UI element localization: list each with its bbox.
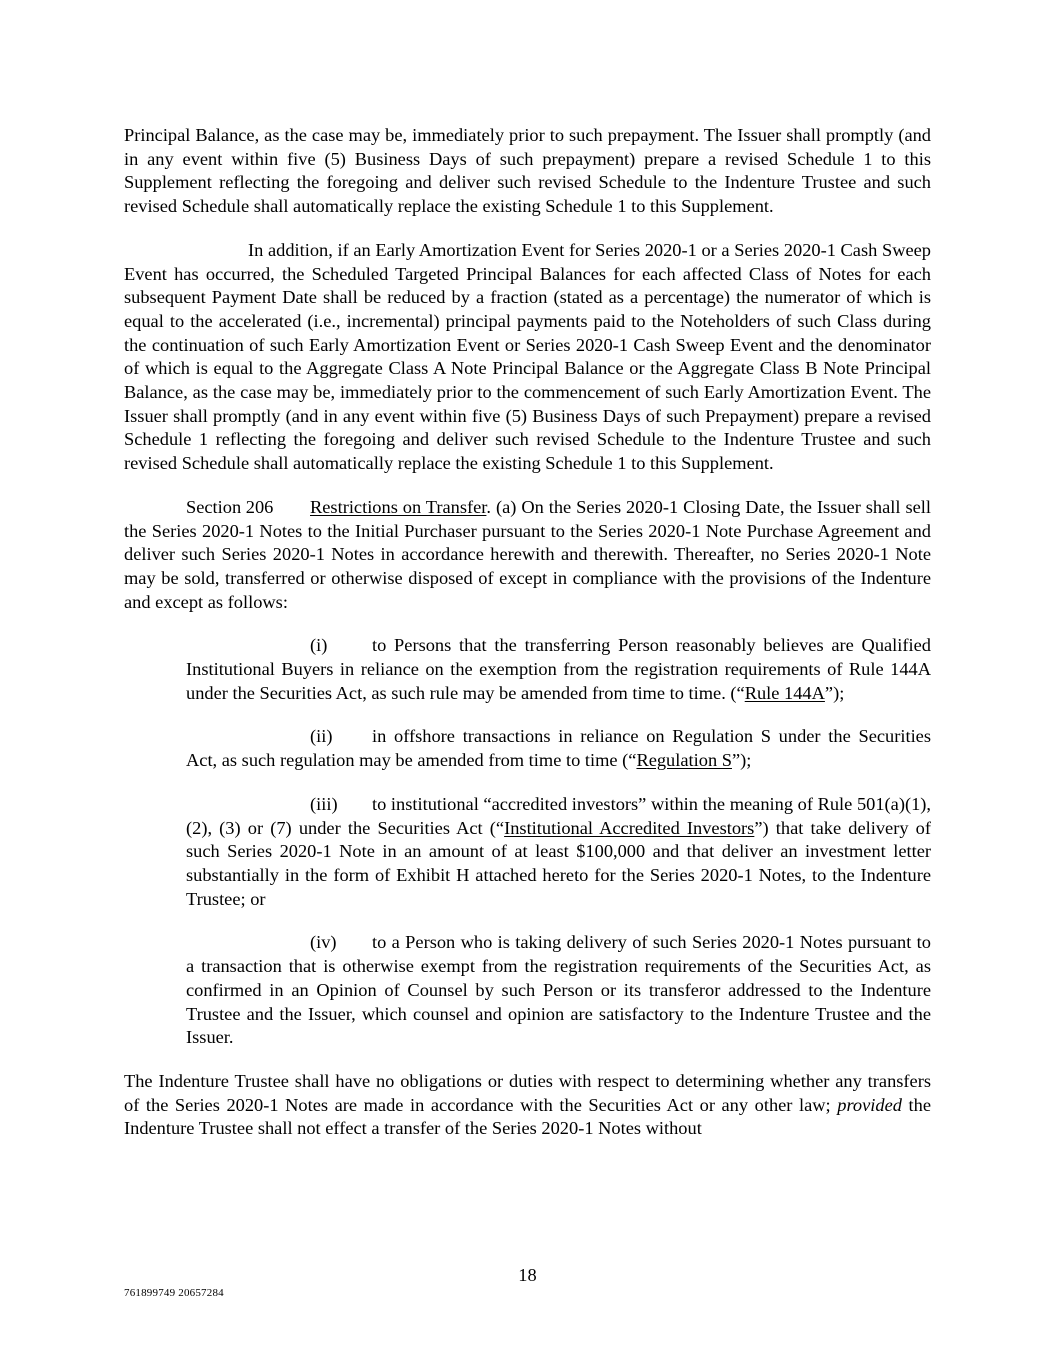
paragraph-indenture-trustee: The Indenture Trustee shall have no obligations or duties with respect to determining whether any transfers of the Series 2020-1 Notes are made in accordance with the Securities Act or any other law; provided the Indenture Trustee shall not effect a transfer of the Series 2020-1 Notes without xyxy=(124,1070,931,1139)
document-body xyxy=(124,124,931,1161)
list-item-label: (iv) xyxy=(310,932,337,953)
section-body: (a) On the Series 2020-1 Closing Date, the Issuer shall sell the Series 2020-1 Notes to the Initial Purchaser pursuant to the Series 2020-1 Note Purchase Agreement and deliver such Series 2020-1 Notes in accordance herewith and therewith. Thereafter, no Series 2020-1 Note may be sold, transferred or otherwise disposed of except in compliance with the provisions of the Indenture and except as follows: xyxy=(124,496,931,612)
section-number: Section 206 xyxy=(186,496,274,517)
italic-provided: provided xyxy=(837,1094,902,1115)
section-heading: Restrictions on Transfer xyxy=(310,496,487,517)
defined-term-rule-144a: Rule 144A xyxy=(744,682,825,703)
paragraph-continuation: Principal Balance, as the case may be, immediately prior to such prepayment. The Issuer shall promptly (and in any event within five (5) Business Days of such prepayment) prepare a revised Schedule 1 to this Supplement reflecting the foregoing and deliver such revised Schedule to the Indenture Trustee and such revised Schedule shall automatically replace the existing Schedule 1 to this Supplement. xyxy=(124,125,931,217)
list-item-label: (i) xyxy=(310,635,328,656)
list-item-label: (iii) xyxy=(310,793,338,814)
list-item-i: (i) to Persons that the transferring Person reasonably believes are Qualified Institutional Buyers in reliance on the exemption from the registration requirements of Rule 144A under the Securities Act, as such rule may be amended from time to time. (“Rule 144A”); xyxy=(186,635,931,703)
defined-term-regulation-s: Regulation S xyxy=(636,750,732,771)
list-item-iii: (iii) to institutional “accredited investors” within the meaning of Rule 501(a)(1), (2), (3) or (7) under the Securities Act (“Institutional Accredited Investors”) that take delivery of such Series 2020-1 Note in an amount of at least $100,000 and that deliver an investment letter substantially in the form of Exhibit H attached hereto for the Series 2020-1 Notes, to the Indenture Trustee; or xyxy=(186,793,931,909)
page-number: 18 xyxy=(518,1265,537,1285)
document-id: 761899749 20657284 xyxy=(124,1287,224,1299)
section-206-paragraph xyxy=(124,496,931,615)
section-heading-punct: . xyxy=(486,496,492,517)
paragraph-cash-sweep: In addition, if an Early Amortization Event for Series 2020-1 or a Series 2020-1 Cash Sweep Event has occurred, the Scheduled Targeted Principal Balances for each affected Class of Notes for each subsequent Payment Date shall be reduced by a fraction (stated as a percentage) the numerator of which is equal to the accelerated (i.e., incremental) principal payments paid to the Noteholders of such Class during the continuation of such Early Amortization Event or Series 2020-1 Cash Sweep Event and the denominator of which is equal to the Aggregate Class A Note Principal Balance or the Aggregate Class B Note Principal Balance, as the case may be, immediately prior to the commencement of such Early Amortization Event. The Issuer shall promptly (and in any event within five (5) Business Days of such Prepayment) prepare a revised Schedule 1 reflecting the foregoing and deliver such revised Schedule to the Indenture Trustee and such revised Schedule shall automatically replace the existing Schedule 1 to this Supplement. xyxy=(124,239,931,474)
list-item-ii: (ii) in offshore transactions in reliance on Regulation S under the Securities Act, as such regulation may be amended from time to time (“Regulation S”); xyxy=(186,726,931,771)
defined-term-institutional-accredited-investors: Institutional Accredited Investors xyxy=(504,817,755,838)
list-item-label: (ii) xyxy=(310,726,333,747)
list-item-iv: (iv) to a Person who is taking delivery of such Series 2020-1 Notes pursuant to a transaction that is otherwise exempt from the registration requirements of the Securities Act, as confirmed in an Opinion of Counsel by such Person or its transferor addressed to the Indenture Trustee and the Issuer, which counsel and opinion are satisfactory to the Indenture Trustee and the Issuer. xyxy=(186,932,931,1048)
